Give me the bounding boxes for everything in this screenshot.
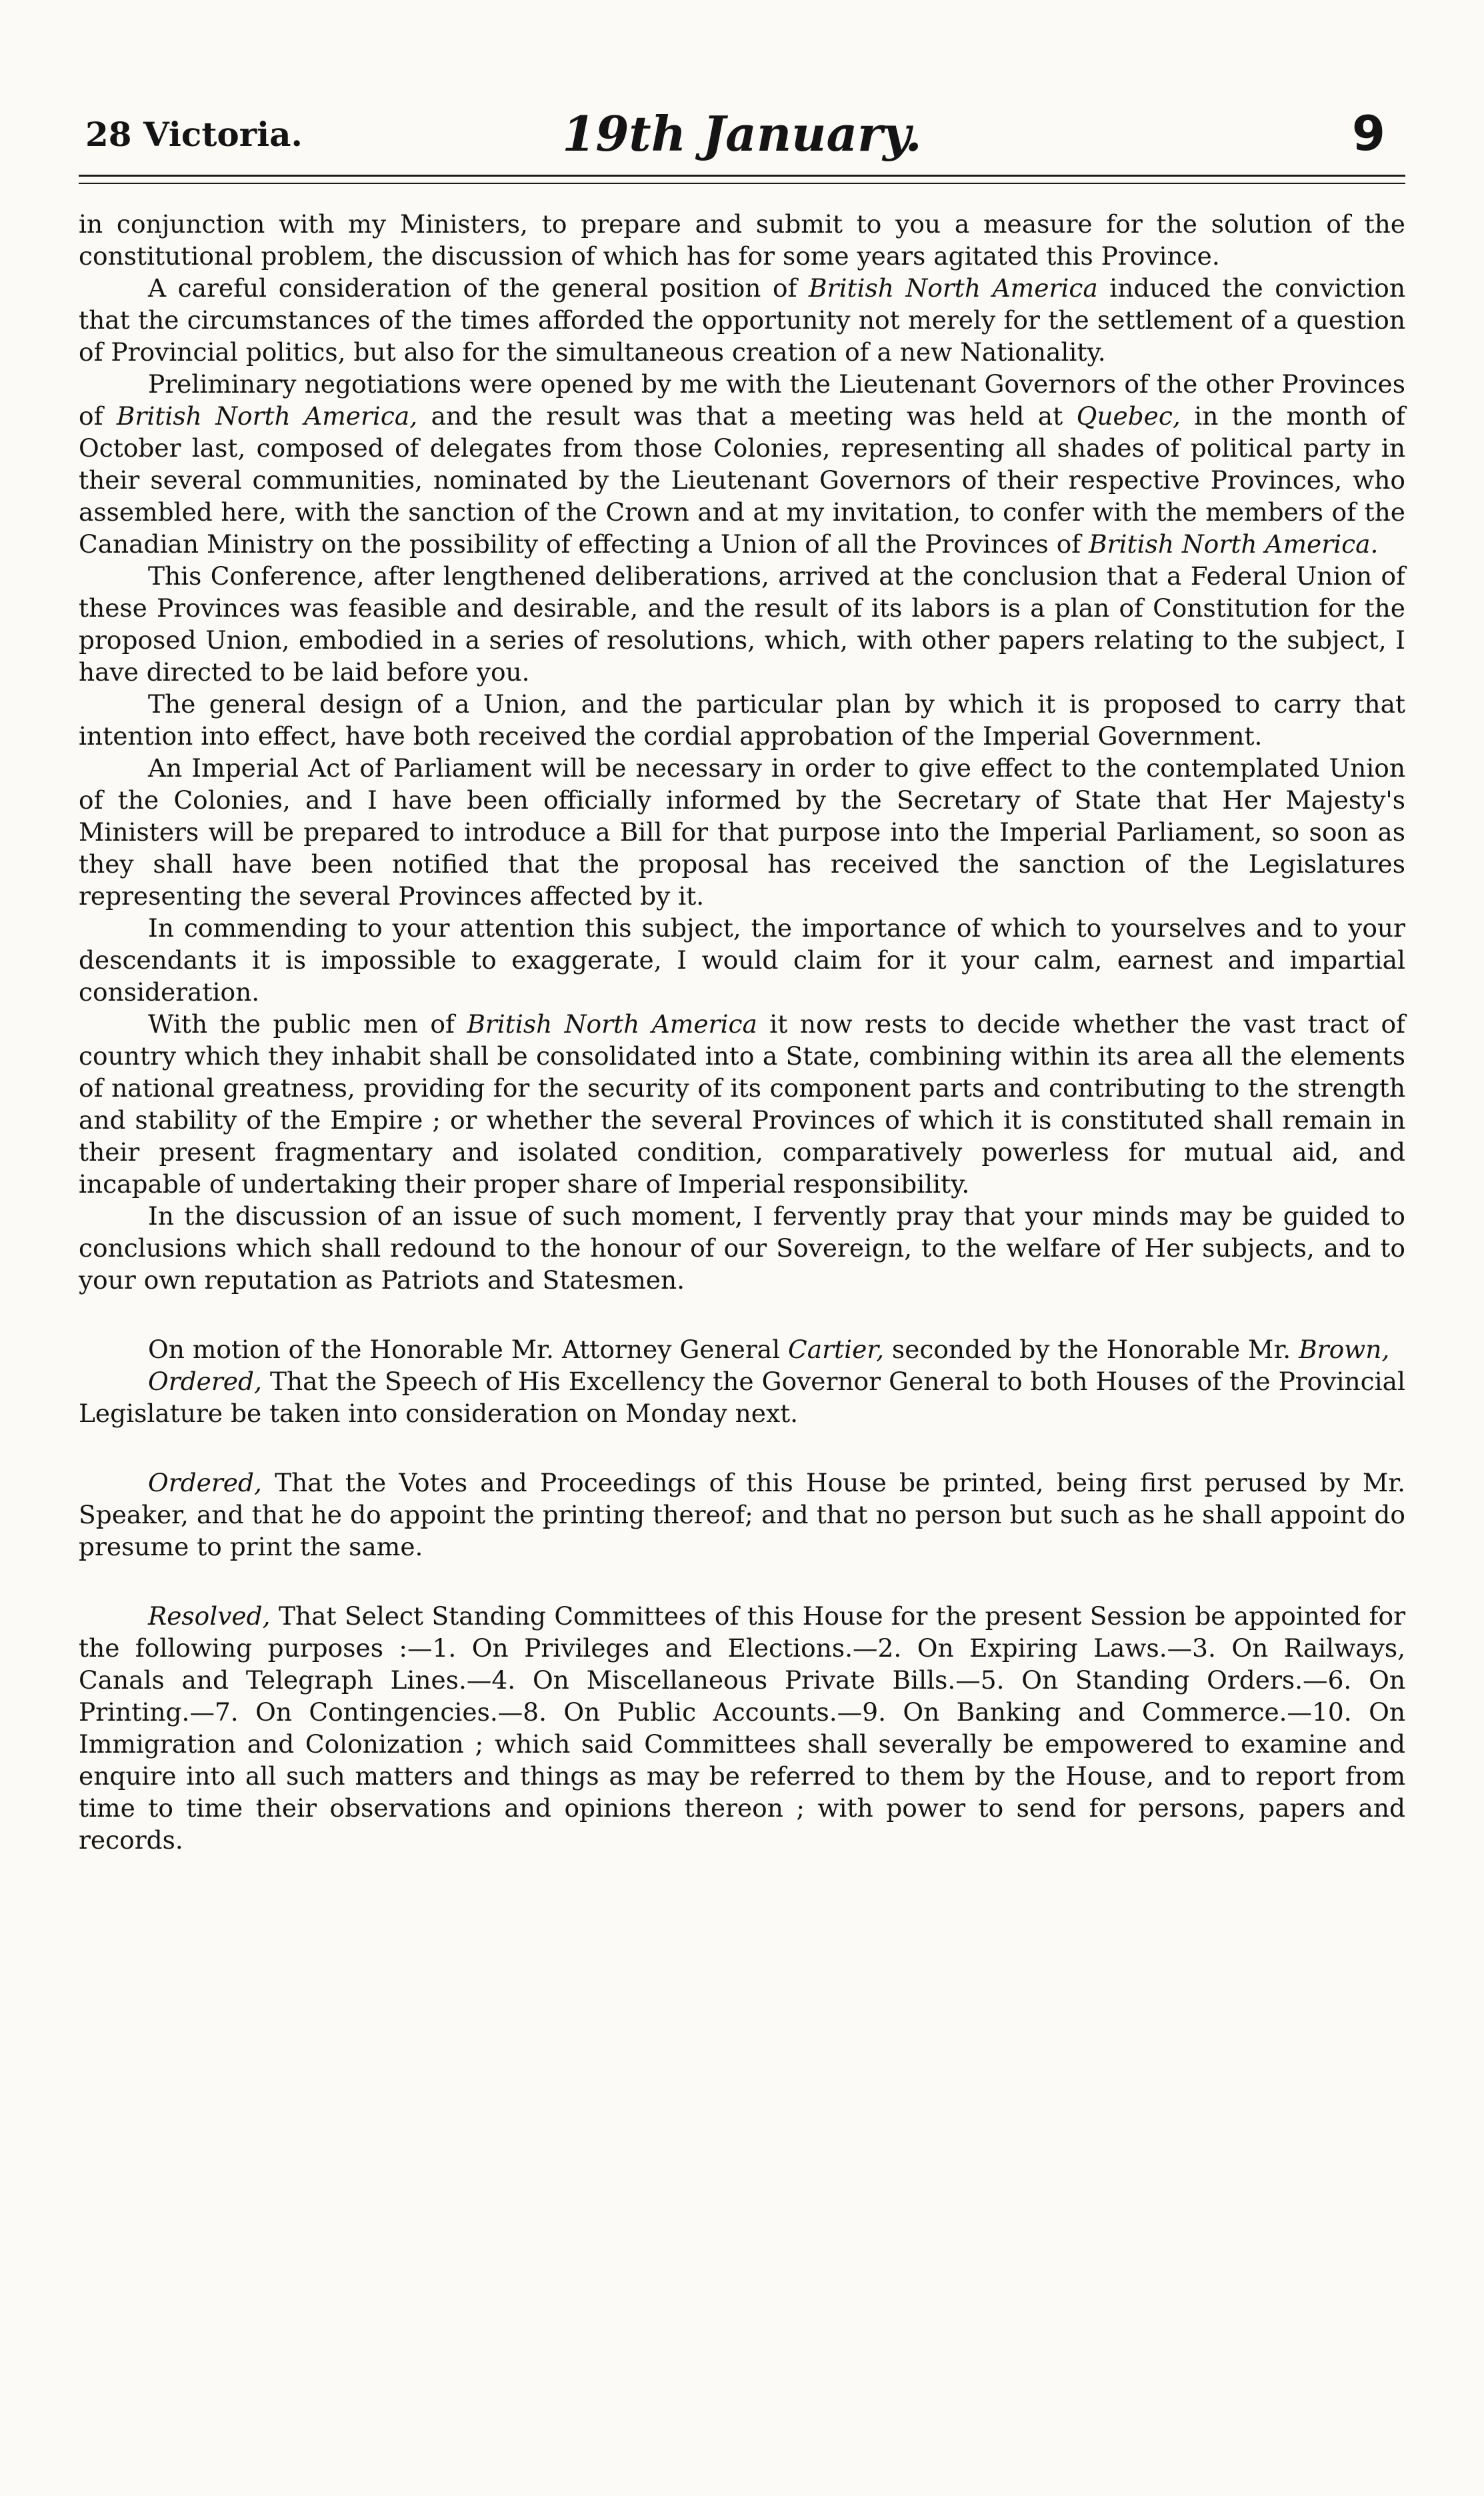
- motion-paragraph: On motion of the Honorable Mr. Attorney General Cartier, seconded by the Honorable Mr. Brown,: [148, 1335, 1390, 1364]
- page-number: 9: [1351, 105, 1385, 161]
- resolution-committees: Resolved, That Select Standing Committees of this House for the present Session be appointed for the following purposes :—1. On Privileges and Elections.—2. On Expiring Laws.—3. On Railways, Canals and Telegraph Lines.—4. On Miscellaneous Private Bills.—5. On Standing Orders.—6. On Printing.—7. On Contingencies.—8. On Public Accounts.—9. On Banking and Commerce.—10. On Immigration and Colonization ; which said Committees shall severally be empowered to examine and enquire into all such matters and things as may be referred to them by the House, and to report from time to time their observations and opinions thereon ; with power to send for persons, papers and records.: [79, 1601, 1405, 1855]
- order-printing: Ordered, That the Votes and Proceedings of this House be printed, being first perused by Mr. Speaker, and that he do appoint the printing thereof; and that no person but such as he shall appoint do presume to print the same.: [79, 1468, 1405, 1561]
- page-body: [79, 208, 1405, 1856]
- section-gap: [79, 1296, 1405, 1333]
- running-header: [79, 100, 1405, 167]
- header-rule-thin: [79, 183, 1405, 184]
- section-gap: [79, 1563, 1405, 1600]
- order-speech-consideration: Ordered, That the Speech of His Excellency the Governor General to both Houses of the Provincial Legislature be taken into consideration on Monday next.: [79, 1367, 1405, 1428]
- journal-page: [79, 100, 1405, 1856]
- speech-paragraph-1: in conjunction with my Ministers, to prepare and submit to you a measure for the solution of the constitutional problem, the discussion of which has for some years agitated this Province.: [79, 209, 1405, 271]
- section-gap: [79, 1429, 1405, 1467]
- header-date: 19th January.: [562, 105, 922, 162]
- header-rule-thick: [79, 175, 1405, 177]
- speech-paragraph-2: A careful consideration of the general position of British North America induced the conviction that the circumstances of the times afforded the opportunity not merely for the settlement of a question of Provincial politics, but also for the simultaneous creation of a new Nationality.: [79, 273, 1405, 367]
- speech-paragraph-8: With the public men of British North America it now rests to decide whether the vast tract of country which they inhabit shall be consolidated into a State, combining within its area all the elements of national greatness, providing for the security of its component parts and contributing to the strength and stability of the Empire ; or whether the several Provinces of which it is constituted shall remain in their present fragmentary and isolated condition, comparatively powerless for mutual aid, and incapable of undertaking their proper share of Imperial responsibility.: [79, 1009, 1405, 1199]
- speech-paragraph-3: Preliminary negotiations were opened by me with the Lieutenant Governors of the other Provinces of British North America, and the result was that a meeting was held at Quebec, in the month of October last, composed of delegates from those Colonies, representing all shades of political party in their several communities, nominated by the Lieutenant Governors of their respective Provinces, who assembled here, with the sanction of the Crown and at my invitation, to confer with the members of the Canadian Ministry on the possibility of effecting a Union of all the Provinces of British North America.: [79, 369, 1405, 559]
- header-session: 28 Victoria.: [85, 115, 303, 154]
- speech-paragraph-6: An Imperial Act of Parliament will be necessary in order to give effect to the contemplated Union of the Colonies, and I have been officially informed by the Secretary of State that Her Majesty's Ministers will be prepared to introduce a Bill for that purpose into the Imperial Parliament, so soon as they shall have been notified that the proposal has received the sanction of the Legislatures representing the several Provinces affected by it.: [79, 753, 1405, 911]
- speech-paragraph-7: In commending to your attention this subject, the importance of which to yourselves and to your descendants it is impossible to exaggerate, I would claim for it your calm, earnest and impartial consideration.: [79, 913, 1405, 1007]
- speech-paragraph-4: This Conference, after lengthened deliberations, arrived at the conclusion that a Federal Union of these Provinces was feasible and desirable, and the result of its labors is a plan of Constitution for the proposed Union, embodied in a series of resolutions, which, with other papers relating to the subject, I have directed to be laid before you.: [79, 561, 1405, 687]
- speech-paragraph-9: In the discussion of an issue of such moment, I fervently pray that your minds may be guided to conclusions which shall redound to the honour of our Sovereign, to the welfare of Her subjects, and to your own reputation as Patriots and Statesmen.: [79, 1201, 1405, 1295]
- speech-paragraph-5: The general design of a Union, and the particular plan by which it is proposed to carry that intention into effect, have both received the cordial approbation of the Imperial Government.: [79, 689, 1405, 751]
